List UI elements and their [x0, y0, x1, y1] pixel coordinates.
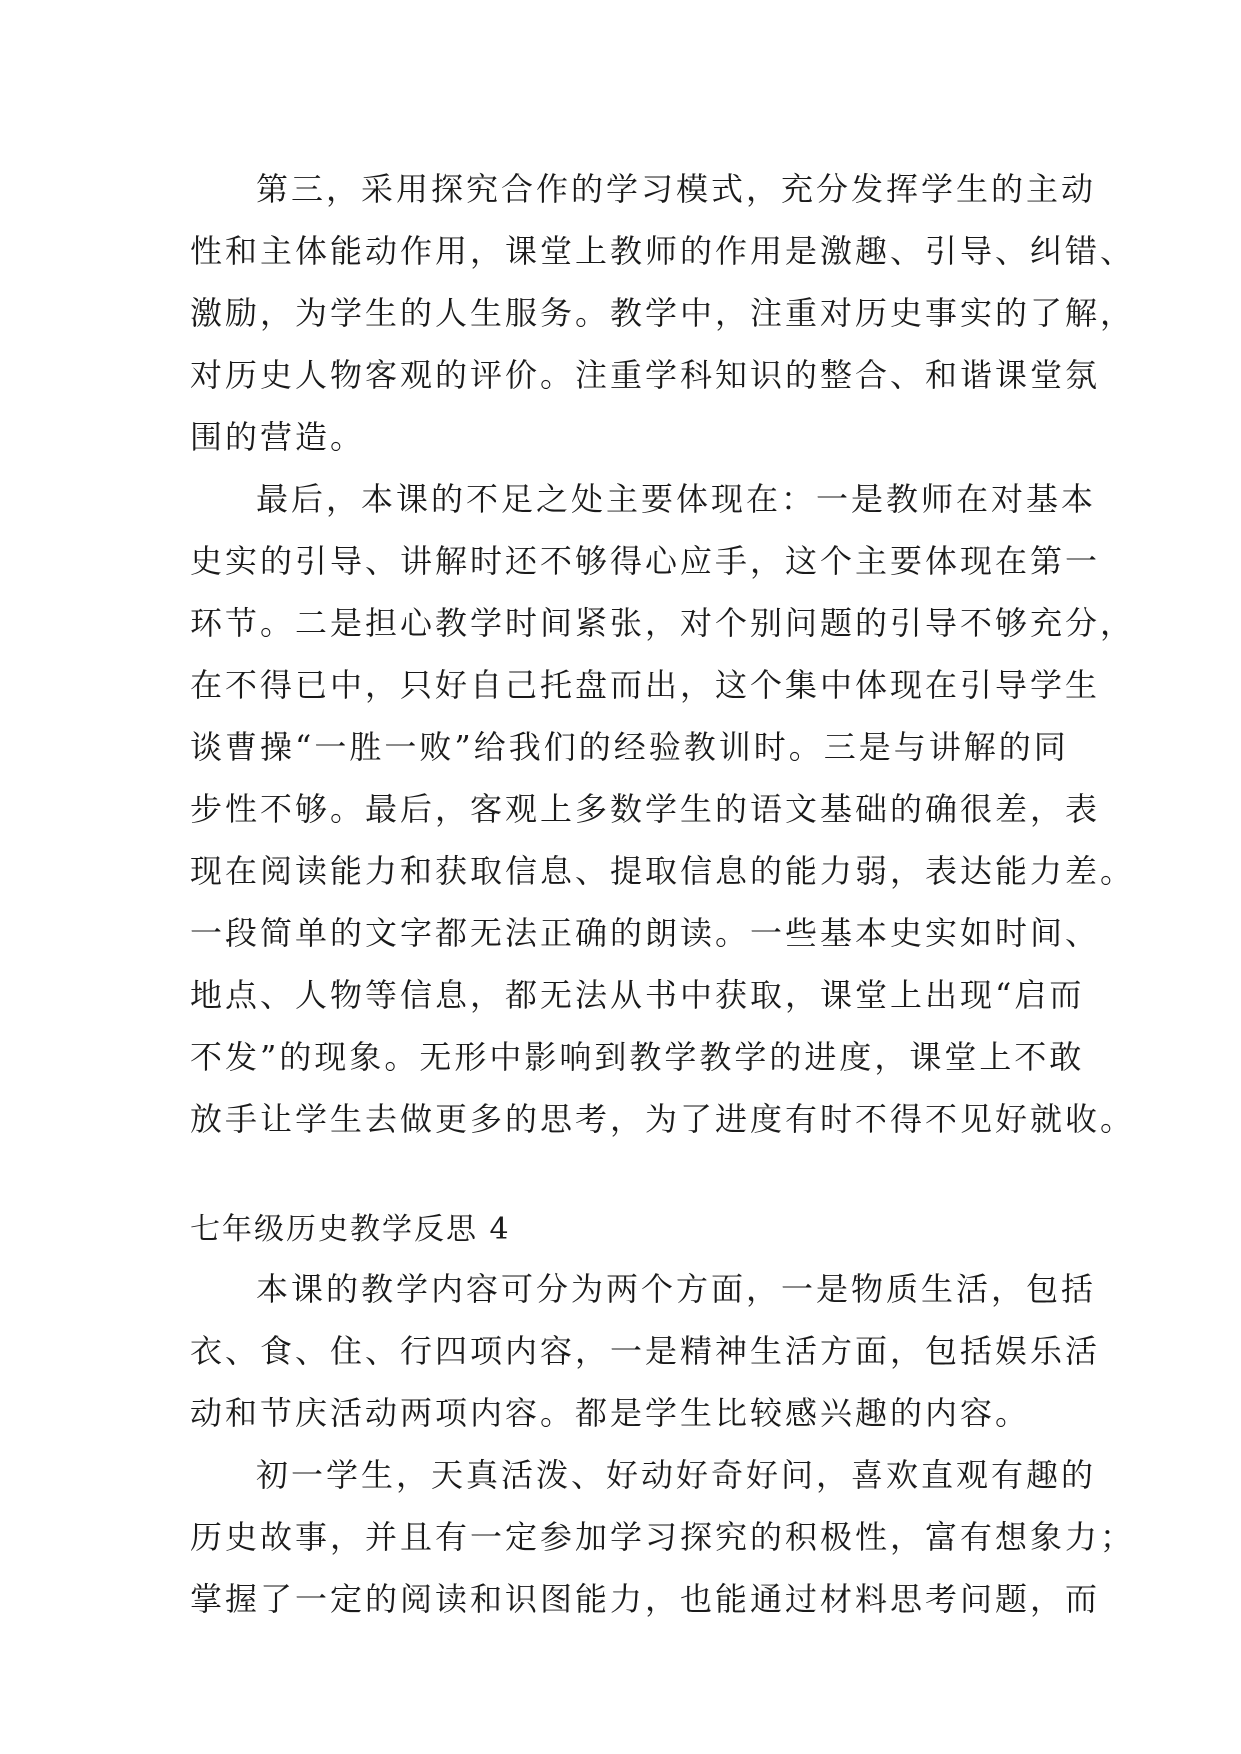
text-line: 环节。二是担心教学时间紧张，对个别问题的引导不够充分， — [190, 604, 1136, 642]
text-line: 史实的引导、讲解时还不够得心应手，这个主要体现在第一 — [190, 542, 1101, 580]
document-page — [190, 158, 1136, 1630]
text-line: 在不得已中，只好自己托盘而出，这个集中体现在引导学生 — [190, 666, 1101, 704]
text-line: 地点、人物等信息，都无法从书中获取，课堂上出现“启而 — [190, 976, 1085, 1014]
paragraph-student-analysis — [190, 1444, 1136, 1630]
text-line: 历史故事，并且有一定参加学习探究的积极性，富有想象力； — [190, 1518, 1136, 1556]
text-line: 掌握了一定的阅读和识图能力，也能通过材料思考问题，而 — [190, 1580, 1101, 1618]
paragraph-third-point — [190, 158, 1136, 468]
section-spacer — [190, 1150, 1070, 1202]
text-line: 动和节庆活动两项内容。都是学生比较感兴趣的内容。 — [190, 1394, 1031, 1432]
text-line: 本课的教学内容可分为两个方面，一是物质生活，包括 — [256, 1270, 1097, 1308]
text-line: 谈曹操“一胜一败”给我们的经验教训时。三是与讲解的同 — [190, 728, 1069, 766]
text-line: 围的营造。 — [190, 418, 366, 456]
text-line: 步性不够。最后，客观上多数学生的语文基础的确很差，表 — [190, 790, 1101, 828]
paragraph-shortcomings — [190, 468, 1136, 1150]
text-line: 最后，本课的不足之处主要体现在：一是教师在对基本 — [256, 480, 1097, 518]
text-line: 对历史人物客观的评价。注重学科知识的整合、和谐课堂氛 — [190, 356, 1101, 394]
text-line: 放手让学生去做更多的思考，为了进度有时不得不见好就收。 — [190, 1100, 1136, 1138]
text-line: 一段简单的文字都无法正确的朗读。一些基本史实如时间、 — [190, 914, 1101, 952]
paragraph-content-overview — [190, 1258, 1101, 1444]
text-line: 初一学生，天真活泼、好动好奇好问，喜欢直观有趣的 — [256, 1456, 1097, 1494]
text-line: 激励，为学生的人生服务。教学中，注重对历史事实的了解， — [190, 294, 1136, 332]
text-line: 第三，采用探究合作的学习模式，充分发挥学生的主动 — [256, 170, 1097, 208]
text-line: 衣、食、住、行四项内容，一是精神生活方面，包括娱乐活 — [190, 1332, 1101, 1370]
text-line: 现在阅读能力和获取信息、提取信息的能力弱，表达能力差。 — [190, 852, 1136, 890]
text-line: 性和主体能动作用，课堂上教师的作用是激趣、引导、纠错、 — [190, 232, 1136, 270]
text-line: 不发”的现象。无形中影响到教学教学的进度，课堂上不敢 — [190, 1038, 1085, 1076]
section-heading: 七年级历史教学反思 4 — [190, 1212, 511, 1247]
